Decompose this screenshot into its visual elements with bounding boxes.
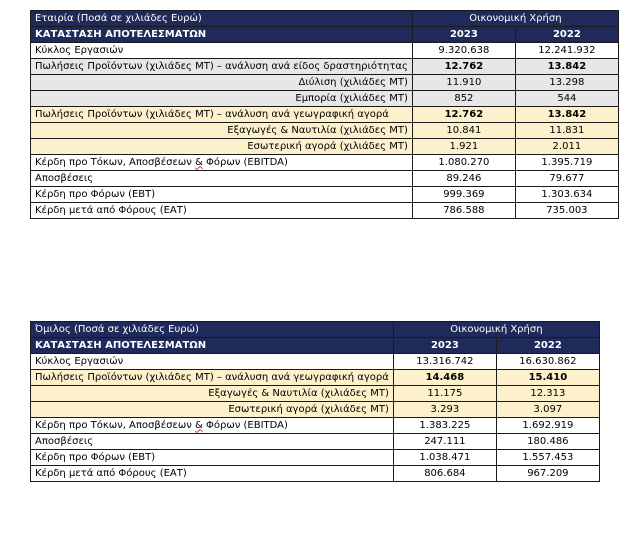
value-2022: 1.692.919 [496, 418, 599, 434]
value-2022: 3.097 [496, 402, 599, 418]
table-row [31, 43, 619, 59]
value-2023: 1.080.270 [412, 155, 515, 171]
statement-title: ΚΑΤΑΣΤΑΣΗ ΑΠΟΤΕΛΕΣΜΑΤΩΝ [31, 338, 394, 354]
value-2022: 13.842 [515, 59, 618, 75]
value-2022: 13.842 [515, 107, 618, 123]
year-2022: 2022 [515, 27, 618, 43]
table-row [31, 386, 600, 402]
row-label: Εμπορία (χιλιάδες ΜΤ) [31, 91, 413, 107]
table-title: Εταιρία (Ποσά σε χιλιάδες Ευρώ) [31, 11, 413, 27]
row-label: Αποσβέσεις [31, 434, 394, 450]
table-subheader-row [31, 27, 619, 43]
group-results-table [30, 321, 600, 482]
value-2023: 247.111 [393, 434, 496, 450]
value-2022: 11.831 [515, 123, 618, 139]
value-2023: 999.369 [412, 187, 515, 203]
table-row [31, 171, 619, 187]
table-title: Όμιλος (Ποσά σε χιλιάδες Ευρώ) [31, 322, 394, 338]
row-label: Πωλήσεις Προϊόντων (χιλιάδες ΜΤ) – ανάλυση ανά γεωγραφική αγορά [31, 370, 394, 386]
table-row [31, 370, 600, 386]
company-results-table [30, 10, 619, 219]
table-row [31, 59, 619, 75]
table-row [31, 155, 619, 171]
value-2022: 15.410 [496, 370, 599, 386]
row-label: Εσωτερική αγορά (χιλιάδες ΜΤ) [31, 402, 394, 418]
value-2022: 12.313 [496, 386, 599, 402]
value-2023: 786.588 [412, 203, 515, 219]
row-label-part: Φόρων (EBITDA) [202, 156, 288, 168]
row-label: Διύλιση (χιλιάδες ΜΤ) [31, 75, 413, 91]
row-label-part: Φόρων (EBITDA) [202, 419, 288, 431]
row-label: Κέρδη μετά από Φόρους (ΕΑΤ) [31, 203, 413, 219]
table-row [31, 450, 600, 466]
table-subheader-row [31, 338, 600, 354]
year-2022: 2022 [496, 338, 599, 354]
statement-title: ΚΑΤΑΣΤΑΣΗ ΑΠΟΤΕΛΕΣΜΑΤΩΝ [31, 27, 413, 43]
year-2023: 2023 [412, 27, 515, 43]
value-2023: 89.246 [412, 171, 515, 187]
row-label: Αποσβέσεις [31, 171, 413, 187]
value-2023: 1.383.225 [393, 418, 496, 434]
value-2023: 9.320.638 [412, 43, 515, 59]
row-label [31, 418, 394, 434]
value-2022: 967.209 [496, 466, 599, 482]
table-row [31, 187, 619, 203]
value-2022: 1.557.453 [496, 450, 599, 466]
value-2022: 544 [515, 91, 618, 107]
table-row [31, 466, 600, 482]
table-row [31, 139, 619, 155]
table-header-row [31, 11, 619, 27]
table-header-row [31, 322, 600, 338]
table-row [31, 354, 600, 370]
value-2023: 12.762 [412, 59, 515, 75]
period-header: Οικονομική Χρήση [393, 322, 599, 338]
value-2022: 180.486 [496, 434, 599, 450]
table-row [31, 434, 600, 450]
table-row [31, 402, 600, 418]
table-row [31, 107, 619, 123]
value-2023: 1.921 [412, 139, 515, 155]
value-2023: 806.684 [393, 466, 496, 482]
row-label: Πωλήσεις Προϊόντων (χιλιάδες ΜΤ) – ανάλυση ανά είδος δραστηριότητας [31, 59, 413, 75]
row-label-part: Κέρδη προ Τόκων, Αποσβέσεων [35, 156, 196, 168]
row-label: Κύκλος Εργασιών [31, 43, 413, 59]
table-row [31, 75, 619, 91]
table-row [31, 418, 600, 434]
value-2023: 1.038.471 [393, 450, 496, 466]
row-label [31, 155, 413, 171]
row-label: Κέρδη μετά από Φόρους (ΕΑΤ) [31, 466, 394, 482]
value-2022: 12.241.932 [515, 43, 618, 59]
value-2023: 14.468 [393, 370, 496, 386]
value-2023: 13.316.742 [393, 354, 496, 370]
row-label: Κέρδη προ Φόρων (ΕΒΤ) [31, 450, 394, 466]
ampersand: & [195, 419, 203, 431]
value-2022: 13.298 [515, 75, 618, 91]
row-label: Εξαγωγές & Ναυτιλία (χιλιάδες ΜΤ) [31, 386, 394, 402]
row-label: Εσωτερική αγορά (χιλιάδες ΜΤ) [31, 139, 413, 155]
value-2023: 10.841 [412, 123, 515, 139]
value-2023: 12.762 [412, 107, 515, 123]
row-label-part: Κέρδη προ Τόκων, Αποσβέσεων [35, 419, 196, 431]
year-2023: 2023 [393, 338, 496, 354]
value-2022: 735.003 [515, 203, 618, 219]
row-label: Κέρδη προ Φόρων (ΕΒΤ) [31, 187, 413, 203]
value-2023: 852 [412, 91, 515, 107]
value-2023: 11.175 [393, 386, 496, 402]
value-2023: 3.293 [393, 402, 496, 418]
period-header: Οικονομική Χρήση [412, 11, 618, 27]
row-label: Κύκλος Εργασιών [31, 354, 394, 370]
table-row [31, 203, 619, 219]
value-2022: 2.011 [515, 139, 618, 155]
table-row [31, 91, 619, 107]
ampersand: & [195, 156, 203, 168]
value-2022: 79.677 [515, 171, 618, 187]
row-label: Εξαγωγές & Ναυτιλία (χιλιάδες ΜΤ) [31, 123, 413, 139]
value-2022: 1.395.719 [515, 155, 618, 171]
value-2022: 1.303.634 [515, 187, 618, 203]
value-2022: 16.630.862 [496, 354, 599, 370]
table-row [31, 123, 619, 139]
row-label: Πωλήσεις Προϊόντων (χιλιάδες ΜΤ) – ανάλυση ανά γεωγραφική αγορά [31, 107, 413, 123]
value-2023: 11.910 [412, 75, 515, 91]
